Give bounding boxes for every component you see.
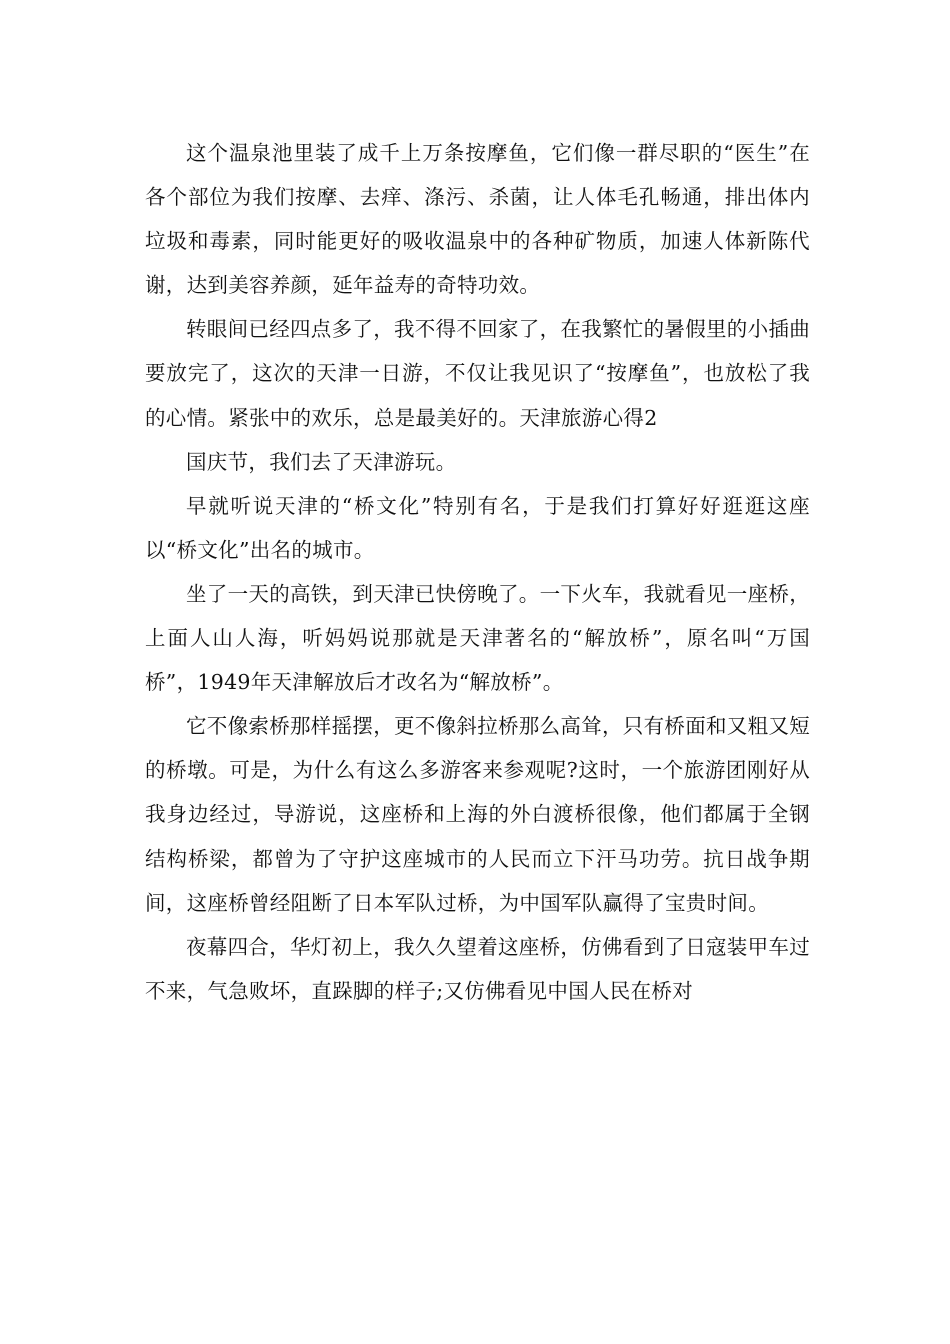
paragraph-bridge-history: 它不像索桥那样摇摆，更不像斜拉桥那么高耸，只有桥面和又粗又短的桥墩。可是，为什么有这么多游客来参观呢?这时，一个旅游团刚好从我身边经过，导游说，这座桥和上海的外白渡桥很像，他们都属于全钢结构桥梁，都曾为了守护这座城市的人民而立下汗马功劳。抗日战争期间，这座桥曾经阻断了日本军队过桥，为中国军队赢得了宝贵时间。 — [145, 714, 810, 915]
paragraph-bridge-culture: 早就听说天津的“桥文化”特别有名，于是我们打算好好逛逛这座以“桥文化”出名的城市。 — [145, 493, 810, 562]
paragraph-national-day: 国庆节，我们去了天津游玩。 — [186, 449, 457, 474]
document-body — [145, 131, 810, 1013]
paragraph-going-home: 转眼间已经四点多了，我不得不回家了，在我繁忙的暑假里的小插曲要放完了，这次的天津一日游，不仅让我见识了“按摩鱼”，也放松了我的心情。紧张中的欢乐，总是最美好的。天津旅游心得2 — [145, 317, 810, 430]
paragraph-nightfall: 夜幕四合，华灯初上，我久久望着这座桥，仿佛看到了日寇装甲车过不来，气急败坏，直跺脚的样子;又仿佛看见中国人民在桥对 — [145, 934, 810, 1003]
paragraph-massage-fish-pool: 这个温泉池里装了成千上万条按摩鱼，它们像一群尽职的“医生”在各个部位为我们按摩、去痒、涤污、杀菌，让人体毛孔畅通，排出体内垃圾和毒素，同时能更好的吸收温泉中的各种矿物质，加速人体新陈代谢，达到美容养颜，延年益寿的奇特功效。 — [145, 141, 810, 298]
paragraph-liberation-bridge: 坐了一天的高铁，到天津已快傍晚了。一下火车，我就看见一座桥，上面人山人海，听妈妈说那就是天津著名的“解放桥”，原名叫“万国桥”，1949年天津解放后才改名为“解放桥”。 — [145, 581, 810, 695]
